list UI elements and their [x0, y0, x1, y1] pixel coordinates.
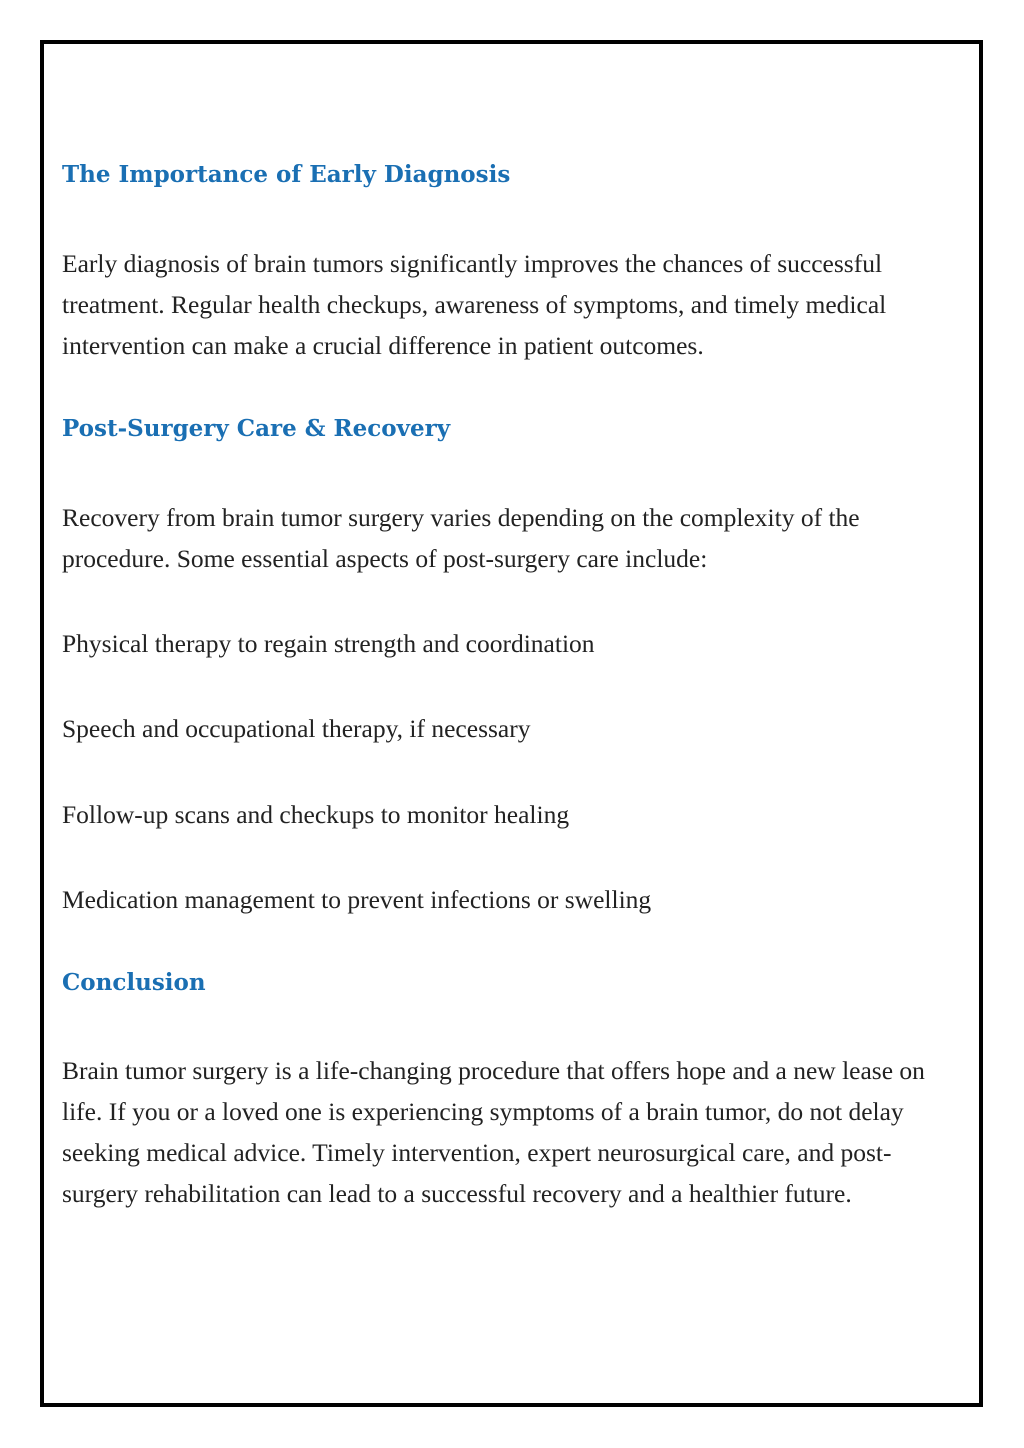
paragraph-post-surgery-intro: Recovery from brain tumor surgery varies depending on the complexity of the procedure. Some essential aspects of post-surgery care include: — [62, 503, 860, 573]
list-item-speech-therapy: Speech and occupational therapy, if necessary — [62, 714, 531, 743]
heading-conclusion: Conclusion — [62, 969, 206, 996]
paragraph-early-diagnosis: Early diagnosis of brain tumors significantly improves the chances of successful treatment. Regular health checkups, awareness of symptoms, and timely medical intervention can make a crucial difference in patient outcomes. — [62, 249, 887, 360]
list-item-follow-up-scans: Follow-up scans and checkups to monitor healing — [62, 800, 570, 829]
page-frame — [40, 40, 983, 1407]
list-item-physical-therapy: Physical therapy to regain strength and coordination — [62, 629, 595, 658]
paragraph-conclusion: Brain tumor surgery is a life-changing procedure that offers hope and a new lease on life. If you or a loved one is experiencing symptoms of a brain tumor, do not delay seeking medical advice. Timely intervention, expert neurosurgical care, and post-surgery rehabilitation can lead to a successful recovery and a healthier future. — [62, 1056, 925, 1208]
list-item-medication: Medication management to prevent infections or swelling — [62, 885, 652, 914]
heading-early-diagnosis: The Importance of Early Diagnosis — [62, 161, 511, 188]
heading-post-surgery: Post-Surgery Care & Recovery — [62, 415, 451, 442]
